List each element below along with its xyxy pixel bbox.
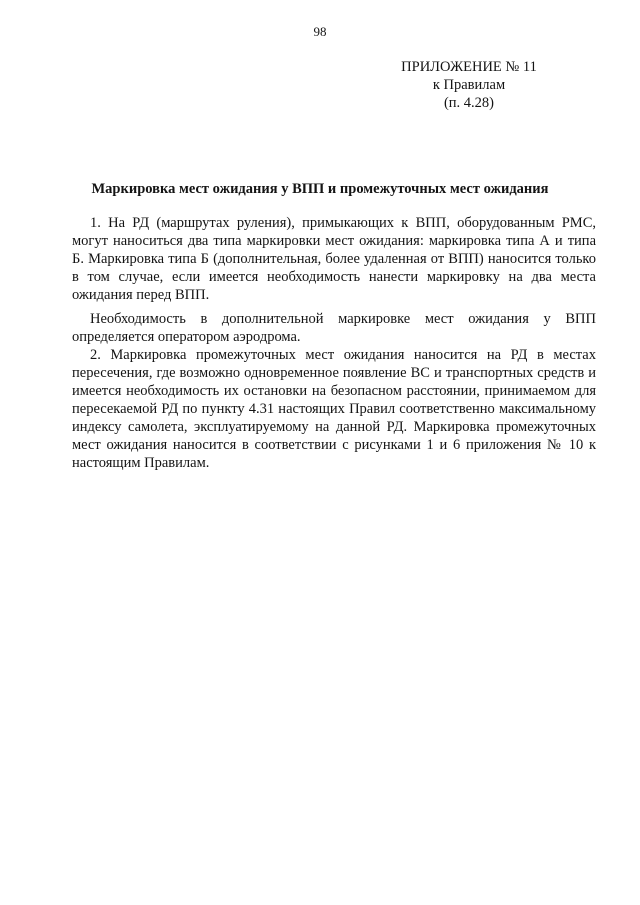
appendix-rules-ref: к Правилам bbox=[432, 77, 506, 93]
appendix-clause-ref: (п. 4.28) bbox=[443, 95, 495, 111]
appendix-header bbox=[380, 58, 558, 112]
document-body bbox=[72, 214, 596, 472]
paragraph-1: 1. На РД (маршрутах руления), примыкающих к ВПП, оборудованным РМС, могут наноситься два типа маркировки мест ожидания: маркировка типа А и типа Б. Маркировка типа Б (дополнительная, более удаленная от ВПП) наносится только в том случае, если имеется необходимость нанести маркировку на два места ожидания перед ВПП. bbox=[72, 215, 596, 303]
paragraph-3: 2. Маркировка промежуточных мест ожидания наносится на РД в местах пересечения, где возможно одновременное появление ВС и транспортных средств и имеется необходимость их остановки на безопасном расстоянии, принимаемом для пересекаемой РД по пункту 4.31 настоящих Правил соответственно максимальному индексу самолета, эксплуатируемому на данной РД. Маркировка промежуточных мест ожидания наносится в соответствии с рисунками 1 и 6 приложения № 10 к настоящим Правилам. bbox=[72, 347, 596, 471]
document-title: Маркировка мест ожидания у ВПП и промежуточных мест ожидания bbox=[91, 181, 549, 197]
paragraph-2: Необходимость в дополнительной маркировке мест ожидания у ВПП определяется оператором аэродрома. bbox=[72, 311, 596, 345]
appendix-number: ПРИЛОЖЕНИЕ № 11 bbox=[401, 59, 537, 75]
page-number: 98 bbox=[313, 24, 327, 39]
